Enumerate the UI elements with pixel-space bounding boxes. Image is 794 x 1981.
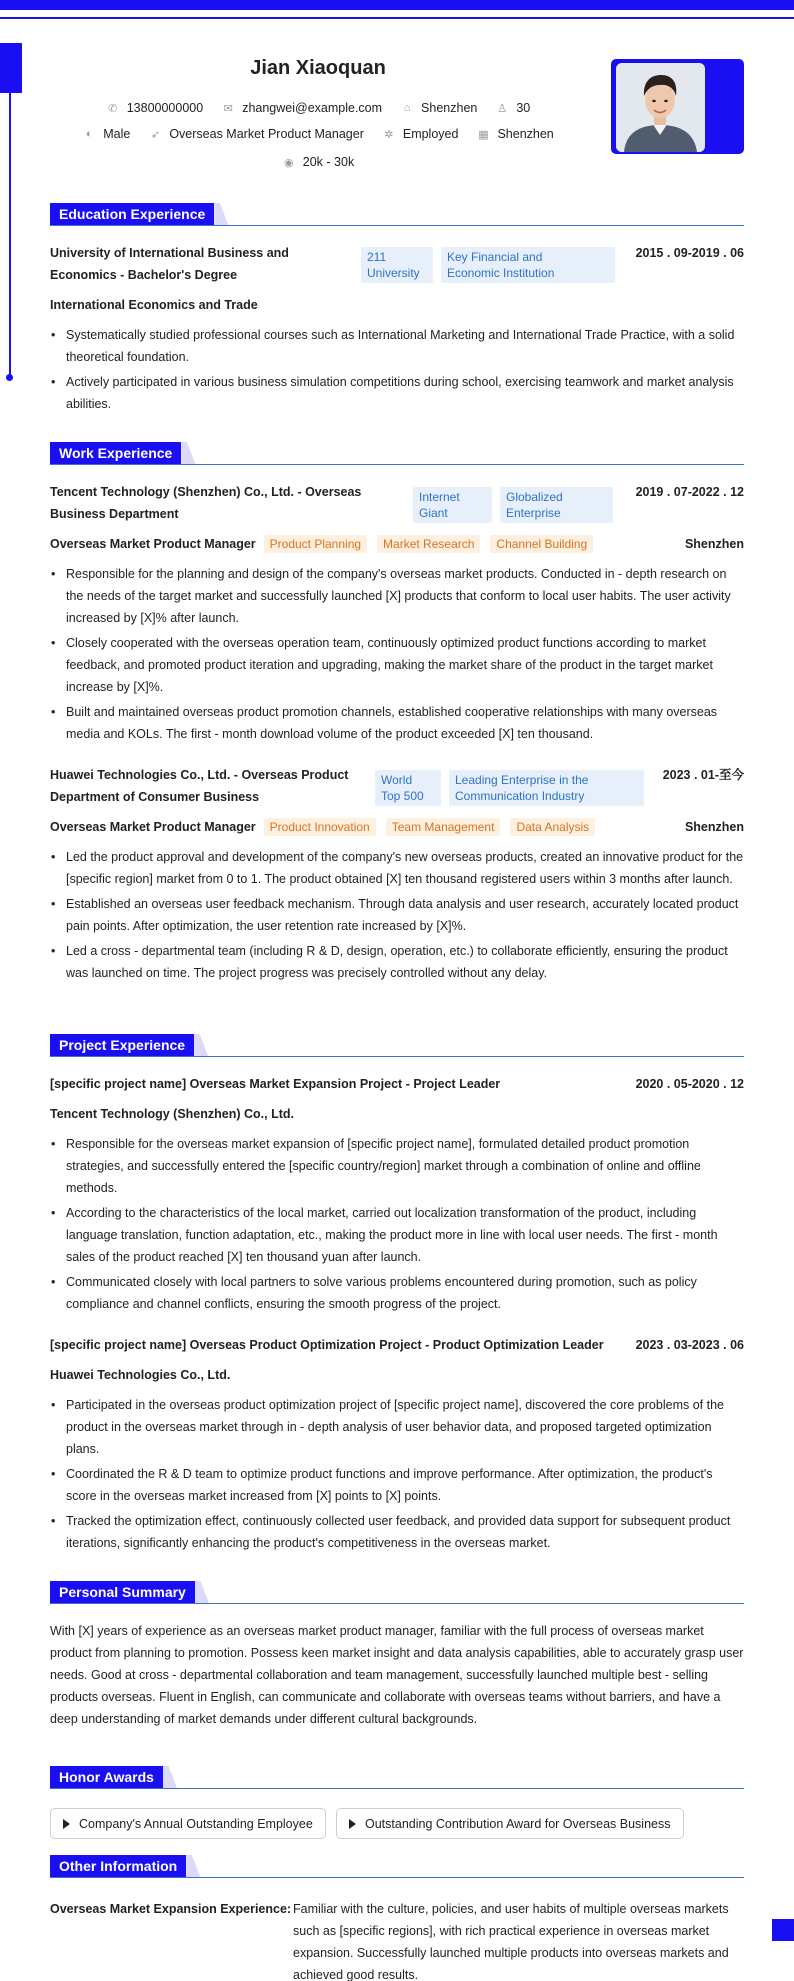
top-accent-line bbox=[0, 17, 794, 19]
work-city: Shenzhen bbox=[684, 820, 744, 834]
phone-value: 13800000000 bbox=[126, 101, 204, 115]
building-icon: ▦ bbox=[478, 128, 489, 141]
work-date: 2019 . 07-2022 . 12 bbox=[635, 485, 744, 499]
list-item: • Coordinated the R & D team to optimize product functions and improve performance. After optimization, the product's score in the overseas market increased from [X] points to [X] points. bbox=[50, 1463, 744, 1507]
summary-text: With [X] years of experience as an overseas market product manager, familiar with the full process of overseas market product from planning to promotion. Possess keen market insight and data analysis capabilities, able to accurately grasp user needs. Good at cross - departmental collaboration and team management, successfully launched multiple best - selling products overseas. Fluent in English, can communicate and collaborate with overseas teams without barriers, and have a deep understanding of market demands under different cultural backgrounds. bbox=[50, 1624, 744, 1726]
section-title-other bbox=[50, 1855, 200, 1877]
age-item bbox=[495, 101, 530, 115]
section-title-summary bbox=[50, 1581, 209, 1603]
project-date: 2023 . 03-2023 . 06 bbox=[635, 1338, 744, 1352]
other-value: Familiar with the culture, policies, and user habits of multiple overseas markets such as [specific regions], with rich practical experience in overseas market expansion. Successfully launched multiple products into overseas markets and achieved good results. bbox=[293, 1902, 729, 1981]
section-label: Honor Awards bbox=[50, 1766, 163, 1788]
section-label: Education Experience bbox=[50, 203, 214, 225]
gender-icon: ◐ bbox=[85, 128, 93, 140]
work-city: Shenzhen bbox=[684, 537, 744, 551]
play-icon bbox=[63, 1819, 70, 1829]
status-icon: ✲ bbox=[384, 128, 394, 141]
other-label: Overseas Market Expansion Experience: bbox=[50, 1902, 292, 1916]
work-role-row bbox=[50, 816, 744, 838]
age-value: 30 bbox=[516, 101, 531, 115]
age-icon: ♙ bbox=[497, 102, 508, 115]
company-name: Huawei Technologies Co., Ltd. - Overseas Product Department of Consumer Business bbox=[50, 768, 349, 804]
list-item: • Established an overseas user feedback mechanism. Through data analysis and user research, accurately located product pain points. After optimization, the user retention rate increased by [X]%. bbox=[50, 893, 744, 937]
project-title: [specific project name] Overseas Market Expansion Project - Project Leader bbox=[50, 1077, 501, 1091]
project-title: [specific project name] Overseas Product Optimization Project - Product Optimization Leader bbox=[50, 1338, 604, 1352]
gender-value: Male bbox=[103, 127, 131, 141]
role-title: Overseas Market Product Manager bbox=[50, 820, 256, 834]
major: International Economics and Trade bbox=[50, 298, 258, 312]
list-item: • Led the product approval and development of the company's new overseas products, created an innovative product for the [specific region] market from 0 to 1. The product obtained [X] ten thousand registered users within 3 months after launch. bbox=[50, 846, 744, 890]
skill-tag: Channel Building bbox=[490, 535, 593, 553]
skill-tag: Product Innovation bbox=[264, 818, 376, 836]
education-bullets bbox=[50, 324, 744, 418]
skill-tag: Market Research bbox=[377, 535, 480, 553]
profile-row bbox=[0, 127, 636, 141]
salary-icon: ◉ bbox=[283, 156, 294, 169]
section-label: Project Experience bbox=[50, 1034, 194, 1056]
award-item: Company's Annual Outstanding Employee bbox=[50, 1808, 326, 1839]
avatar-portrait bbox=[616, 63, 705, 152]
list-item: • Actively participated in various business simulation competitions during school, exercising teamwork and market analysis abilities. bbox=[50, 371, 744, 415]
project-company: Huawei Technologies Co., Ltd. bbox=[50, 1368, 231, 1382]
company-tag: Leading Enterprise in the Communication Industry bbox=[449, 770, 644, 806]
phone-icon: ✆ bbox=[108, 102, 118, 115]
skill-tag: Team Management bbox=[386, 818, 501, 836]
section-title-awards bbox=[50, 1766, 177, 1788]
list-item: • Led a cross - departmental team (including R & D, design, operation, etc.) to collaborate efficiently, ensuring the product was launched on time. The project progress was precisely controlled without any delay. bbox=[50, 940, 744, 984]
contact-row bbox=[0, 101, 636, 115]
photo-frame bbox=[611, 59, 744, 154]
education-date: 2015 . 09-2019 . 06 bbox=[635, 246, 744, 260]
mail-icon: ✉ bbox=[223, 102, 233, 115]
section-label: Personal Summary bbox=[50, 1581, 195, 1603]
email-value: zhangwei@example.com bbox=[242, 101, 383, 115]
list-item: • Built and maintained overseas product promotion channels, established cooperative relationships with many overseas media and KOLs. The first - month download volume of the product exceeded [X] ten thousand. bbox=[50, 701, 744, 745]
role-title: Overseas Market Product Manager bbox=[50, 537, 256, 551]
list-item: • Responsible for the overseas market expansion of [specific project name], formulated detailed product promotion strategies, and successfully entered the [specific country/region] market through a combination of online and offline methods. bbox=[50, 1133, 744, 1199]
section-divider bbox=[50, 1877, 744, 1878]
school-name: University of International Business and Economics - Bachelor's Degree bbox=[50, 246, 289, 282]
company-tag: World Top 500 bbox=[375, 770, 441, 806]
school-tag: 211 University bbox=[361, 247, 433, 283]
project-bullets-1 bbox=[50, 1133, 744, 1318]
section-title-work bbox=[50, 442, 195, 464]
list-item: • Responsible for the planning and design of the company's overseas market products. Conducted in - depth research on the needs of the target market and successfully launched [X] products that conform to local user habits. The user activity increased by [X]% after launch. bbox=[50, 563, 744, 629]
salary-item bbox=[282, 155, 354, 169]
send-icon: ➶ bbox=[150, 128, 160, 141]
project-bullets-2 bbox=[50, 1394, 744, 1557]
work-bullets-1 bbox=[50, 563, 744, 748]
list-item: • Communicated closely with local partners to solve various problems encountered during promotion, such as policy compliance and channel conflicts, ensuring the smooth progress of the project. bbox=[50, 1271, 744, 1315]
gender-item bbox=[82, 127, 130, 141]
target-city-item bbox=[476, 127, 553, 141]
list-item: • According to the characteristics of the local market, carried out localization transformation of the product, including language translation, function adaptation, etc., making the product more in line with local user needs. The first - month sales of the product reached [X] ten thousand yuan after launch. bbox=[50, 1202, 744, 1268]
project-company: Tencent Technology (Shenzhen) Co., Ltd. bbox=[50, 1107, 294, 1121]
section-divider bbox=[50, 1056, 744, 1057]
avatar bbox=[616, 63, 705, 152]
section-divider bbox=[50, 1788, 744, 1789]
location-value: Shenzhen bbox=[421, 101, 478, 115]
salary-row bbox=[0, 155, 636, 169]
section-label: Other Information bbox=[50, 1855, 186, 1877]
salary-value: 20k - 30k bbox=[302, 155, 355, 169]
section-label: Work Experience bbox=[50, 442, 181, 464]
work-date: 2023 . 01-至今 bbox=[662, 768, 744, 782]
section-divider bbox=[50, 464, 744, 465]
section-title-education bbox=[50, 203, 228, 225]
company-tag: Globalized Enterprise bbox=[500, 487, 613, 523]
school-tag: Key Financial and Economic Institution bbox=[441, 247, 615, 283]
phone-item bbox=[106, 101, 203, 115]
skill-tag: Data Analysis bbox=[510, 818, 595, 836]
project-date: 2020 . 05-2020 . 12 bbox=[635, 1077, 744, 1091]
status-item bbox=[382, 127, 459, 141]
list-item: • Tracked the optimization effect, continuously collected user feedback, and provided data support for subsequent product iterations, significantly enhancing the product's competitiveness in the overseas market. bbox=[50, 1510, 744, 1554]
list-item: • Systematically studied professional courses such as International Marketing and International Trade Practice, with a solid theoretical foundation. bbox=[50, 324, 744, 368]
location-item bbox=[400, 101, 477, 115]
status-value: Employed bbox=[402, 127, 459, 141]
job-target-value: Overseas Market Product Manager bbox=[169, 127, 364, 141]
top-accent-bar bbox=[0, 0, 794, 10]
home-icon: ⌂ bbox=[403, 102, 411, 114]
section-divider bbox=[50, 1603, 744, 1604]
company-name: Tencent Technology (Shenzhen) Co., Ltd. - Overseas Business Department bbox=[50, 485, 362, 521]
list-item: • Closely cooperated with the overseas operation team, continuously optimized product functions according to market feedback, and promoted product iteration and upgrading, making the market share of the product in the target market increase by [X]%. bbox=[50, 632, 744, 698]
left-accent-dot bbox=[6, 374, 13, 381]
work-bullets-2 bbox=[50, 846, 744, 987]
email-item bbox=[221, 101, 382, 115]
award-item: Outstanding Contribution Award for Overseas Business bbox=[336, 1808, 684, 1839]
company-tag: Internet Giant bbox=[413, 487, 492, 523]
play-icon bbox=[349, 1819, 356, 1829]
right-accent-block bbox=[772, 1919, 794, 1941]
work-role-row bbox=[50, 533, 744, 555]
skill-tag: Product Planning bbox=[264, 535, 367, 553]
candidate-name: Jian Xiaoquan bbox=[250, 57, 386, 79]
section-title-project bbox=[50, 1034, 208, 1056]
target-city-value: Shenzhen bbox=[497, 127, 554, 141]
list-item: • Participated in the overseas product optimization project of [specific project name], discovered the core problems of the product in the overseas market through in - depth analysis of user behavior data, and proposed targeted optimization plans. bbox=[50, 1394, 744, 1460]
section-divider bbox=[50, 225, 744, 226]
job-target-item bbox=[148, 127, 364, 141]
